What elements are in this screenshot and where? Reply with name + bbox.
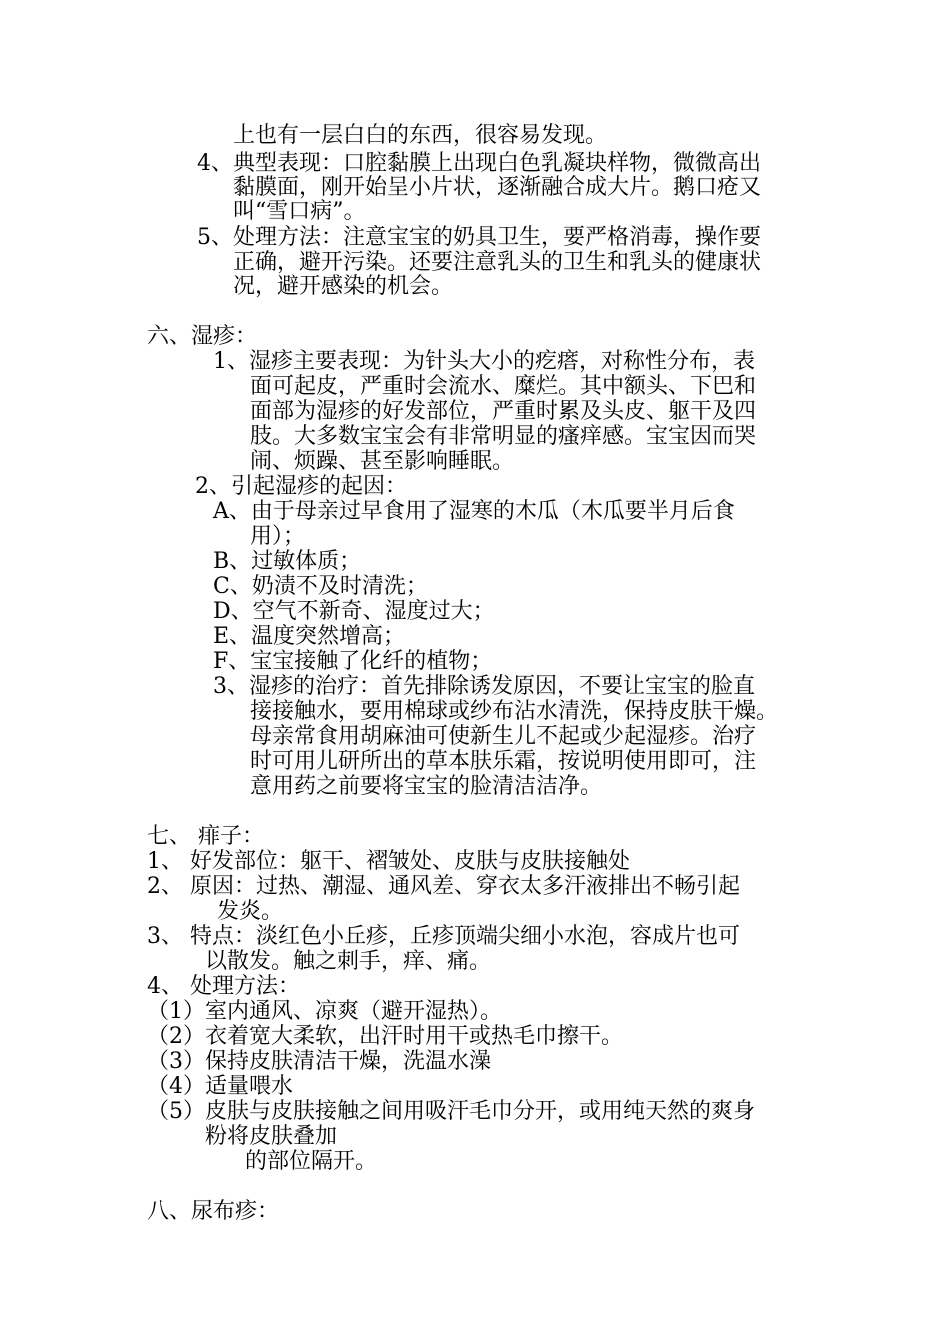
text-line: 粉将皮肤叠加 [205, 1124, 338, 1149]
text-line: 用）； [250, 524, 306, 549]
text-line: F、宝宝接触了化纤的植物； [213, 649, 493, 674]
text-line: （3）保持皮肤清洁干燥，洗温水澡 [147, 1049, 491, 1074]
text-line: 上也有一层白白的东西，很容易发现。 [233, 123, 608, 148]
text-line: 4、 处理方法： [147, 974, 300, 999]
text-line: 4、典型表现：口腔黏膜上出现白色乳凝块样物，微微高出 [197, 151, 761, 176]
text-line: （5）皮肤与皮肤接触之间用吸汗毛巾分开，或用纯天然的爽身 [147, 1099, 755, 1124]
text-line: 1、 好发部位：躯干、褶皱处、皮肤与皮肤接触处 [147, 849, 630, 874]
text-line: 面部为湿疹的好发部位，严重时累及头皮、躯干及四 [250, 399, 757, 424]
text-line: （2）衣着宽大柔软，出汗时用干或热毛巾擦干。 [147, 1024, 623, 1049]
text-line: 正确，避开污染。还要注意乳头的卫生和乳头的健康状 [233, 250, 762, 275]
text-line: 2、引起湿疹的起因： [195, 474, 407, 499]
text-line: 叫“雪口病”。 [233, 199, 366, 224]
text-line: 闹、烦躁、甚至影响睡眠。 [250, 449, 515, 474]
section-heading: 六、湿疹： [147, 324, 258, 349]
text-line: 面可起皮，严重时会流水、糜烂。其中额头、下巴和 [250, 374, 757, 399]
text-line: （1）室内通风、凉爽（避开湿热）。 [147, 999, 502, 1024]
text-line: 母亲常食用胡麻油可使新生儿不起或少起湿疹。治疗 [250, 724, 757, 749]
text-line: 3、湿疹的治疗：首先排除诱发原因，不要让宝宝的脸直 [213, 674, 755, 699]
text-line: 2、 原因：过热、潮湿、通风差、穿衣太多汗液排出不畅引起 [147, 874, 740, 899]
text-line: 黏膜面，刚开始呈小片状，逐渐融合成大片。鹅口疮又 [233, 175, 762, 200]
text-line: 5、处理方法：注意宝宝的奶具卫生，要严格消毒，操作要 [197, 225, 761, 250]
text-line: 意用药之前要将宝宝的脸清洁洁净。 [250, 774, 603, 799]
text-line: C、奶渍不及时清洗； [213, 574, 428, 599]
text-line: 1、湿疹主要表现：为针头大小的疙瘩，对称性分布，表 [213, 349, 755, 374]
text-line: D、空气不新奇、湿度过大； [213, 599, 495, 624]
text-line: 接接触水，要用棉球或纱布沾水清洗，保持皮肤干燥。 [250, 699, 779, 724]
text-line: 的部位隔开。 [245, 1149, 378, 1174]
text-line: 肢。大多数宝宝会有非常明显的瘙痒感。宝宝因而哭 [250, 424, 757, 449]
text-line: 发炎。 [217, 899, 284, 924]
text-line: 3、 特点：淡红色小丘疹，丘疹顶端尖细小水泡，容成片也可 [147, 924, 740, 949]
text-line: E、温度突然增高； [213, 624, 406, 649]
text-line: （4）适量喂水 [147, 1074, 293, 1099]
text-line: 况，避开感染的机会。 [233, 274, 454, 299]
text-line: A、由于母亲过早食用了湿寒的木瓜（木瓜要半月后食 [213, 499, 735, 524]
section-heading: 七、 痱子： [147, 824, 264, 849]
section-heading: 八、尿布疹： [147, 1199, 280, 1224]
text-line: B、过敏体质； [213, 549, 362, 574]
text-line: 以散发。触之刺手，痒、痛。 [205, 949, 492, 974]
text-line: 时可用儿研所出的草本肤乐霜，按说明使用即可，注 [250, 749, 757, 774]
